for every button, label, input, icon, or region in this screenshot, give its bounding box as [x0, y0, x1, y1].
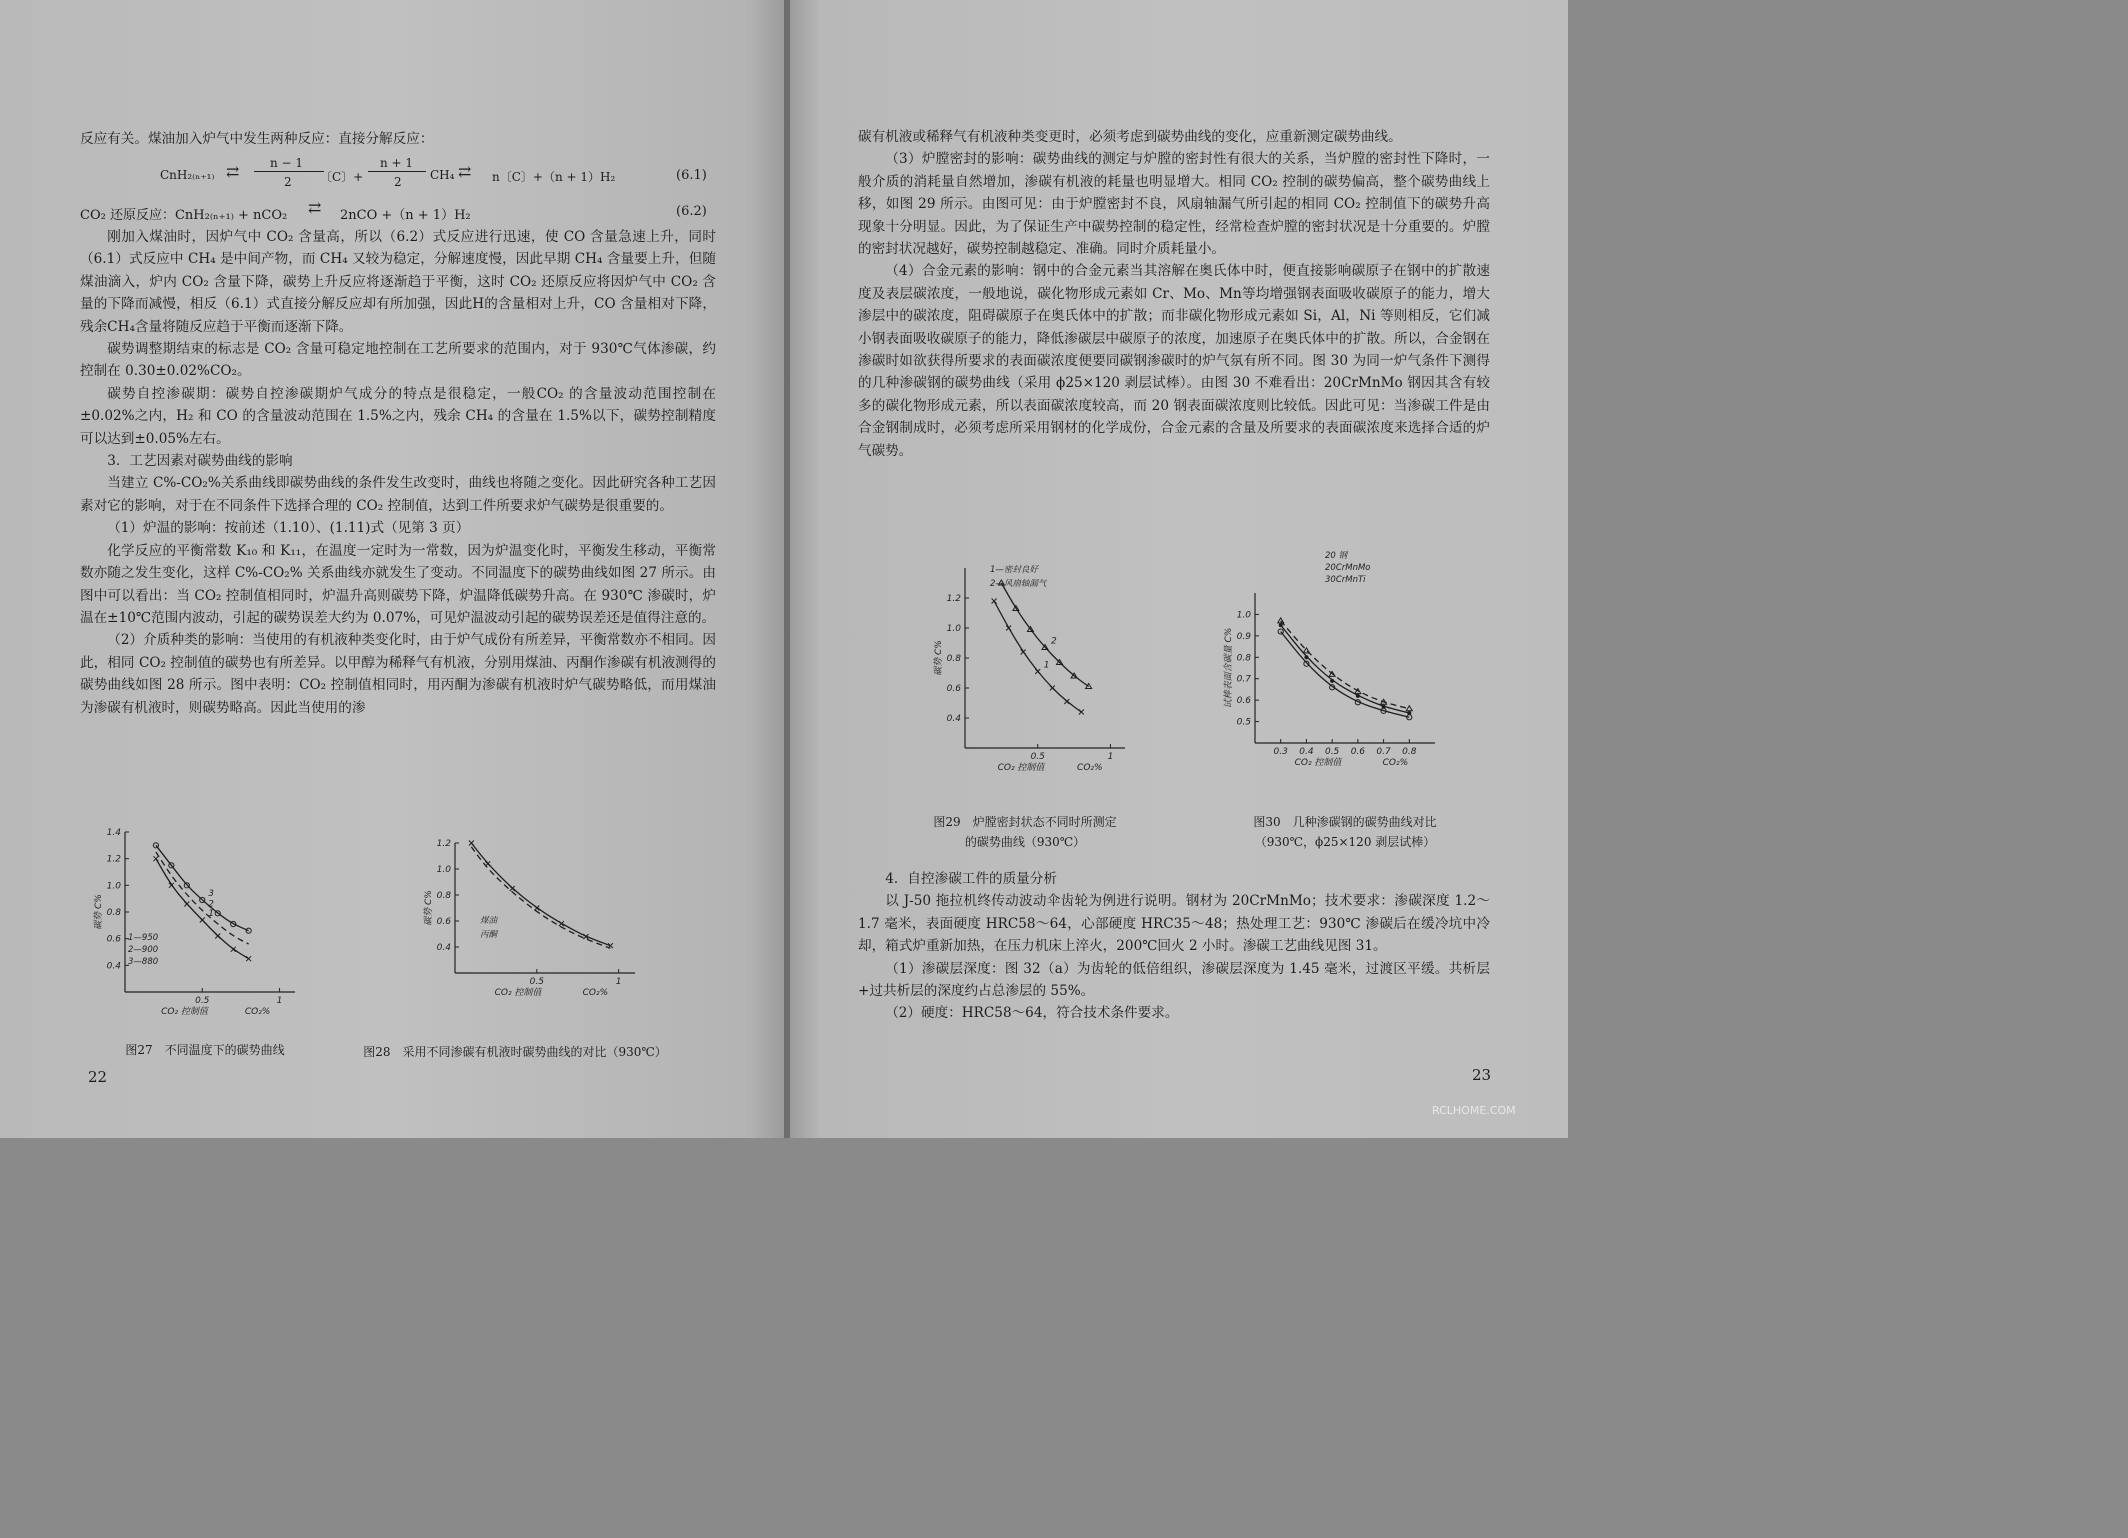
legend-entry: 丙酮: [480, 930, 498, 940]
equilibrium-arrow: ⇄: [458, 162, 472, 181]
x-tick-label: 1: [276, 996, 283, 1006]
intro-line: 反应有关。煤油加入炉气中发生两种反应：直接分解反应：: [80, 131, 434, 147]
y-tick-label: 0.8: [946, 654, 961, 664]
x-tick-label: 0.5: [195, 996, 210, 1006]
eq1-methane: CH₄: [430, 168, 455, 182]
y-tick-label: 1.2: [436, 839, 451, 849]
data-point: [1304, 655, 1308, 659]
equation-number: (6.2): [676, 204, 707, 219]
y-tick-label: 1.0: [106, 881, 121, 892]
figure-27-caption: 图27 不同温度下的碳势曲线: [125, 1043, 285, 1057]
legend-entry: 2—风扇轴漏气: [990, 579, 1047, 589]
x-tick-label: 0.6: [1350, 747, 1366, 757]
legend-entry: 20 钢: [1325, 551, 1348, 561]
eq1-frac1-den: 2: [284, 175, 292, 189]
y-axis-label: 试棒表面含碳量 C%: [1224, 627, 1234, 709]
y-tick-label: 0.7: [1236, 674, 1251, 685]
curve-label: 1: [208, 909, 215, 919]
legend-entry: 1—密封良好: [990, 565, 1038, 575]
legend-entry: 20CrMnMo: [1325, 563, 1371, 573]
eq1-frac2-num: n + 1: [380, 156, 414, 170]
eq1-frac2-den: 2: [394, 175, 402, 189]
right-body-top: [858, 126, 1490, 462]
eq1-products: n〔C〕+（n + 1）H₂: [492, 170, 616, 184]
data-point: [1407, 711, 1411, 715]
paragraph: （3）炉膛密封的影响：碳势曲线的测定与炉膛的密封性有很大的关系，当炉膛的密封性下降时，一般介质的消耗量自然增加，渗碳有机液的耗量也明显增大。相同 CO₂ 控制的碳势偏高，整个碳势曲线上移，如图 29 所示。由图可见：由于炉膛密封不良，风扇轴漏气所引起的相同 CO₂ 控制值下的碳势升高现象十分明显。因此，为了保证生产中碳势控制的稳定性，经常检查炉膛的密封状况是十分重要的。炉膛的密封状况越好，碳势控制越稳定、准确。同时介质耗量小。: [858, 151, 1490, 258]
y-axis-label: 碳势 C%: [94, 894, 104, 930]
paragraph: 当建立 C%-CO₂%关系曲线即碳势曲线的条件发生改变时，曲线也将随之变化。因此研究各种工艺因素对它的影响，对于在不同条件下选择合理的 CO₂ 控制值，达到工件所要求炉气碳势是很重要的。: [80, 475, 716, 514]
series-line-3: [1281, 625, 1410, 713]
series-line-1: [994, 601, 1081, 712]
x-tick-label: 0.8: [1402, 747, 1417, 757]
data-point: [510, 886, 515, 891]
equation-number: (6.1): [676, 168, 707, 183]
data-point: [1382, 705, 1386, 709]
watermark: RCLHOME.COM: [1432, 1104, 1516, 1117]
x-axis-label: CO₂%: [1382, 758, 1409, 768]
data-point: [992, 599, 997, 604]
caption-line: （930℃，ϕ25×120 剥层试棒）: [1254, 835, 1436, 849]
figure-29-caption: [900, 812, 1150, 852]
y-tick-label: 1.0: [946, 624, 961, 634]
series-line-3: [156, 845, 249, 930]
caption-line: 的碳势曲线（930℃）: [964, 835, 1086, 849]
y-tick-label: 0.9: [1236, 631, 1251, 642]
y-axis-label: 碳势 C%: [424, 890, 434, 926]
equilibrium-arrow: ⇄: [308, 198, 322, 217]
y-tick-label: 1.2: [106, 854, 121, 865]
y-tick-label: 0.6: [1236, 696, 1251, 707]
data-point: [1006, 626, 1011, 631]
frac-line: [254, 171, 324, 172]
data-point: [1279, 623, 1283, 627]
paragraph: （4）合金元素的影响：钢中的合金元素当其溶解在奥氏体中时，便直接影响碳原子在钢中的扩散速度及表层碳浓度，一般地说，碳化物形成元素如 Cr、Mo、Mn等均增强钢表面吸收碳原子的能力，增大渗层中的碳浓度，阻碍碳原子在奥氏体中的扩散；而非碳化物形成元素如 Si，Al，Ni 等则相反，它们减小钢表面吸收碳原子的能力，降低渗碳层中碳原子的浓度，加速原子在奥氏体中的扩散。所以，合金钢在渗碳时如欲获得所要求的表面碳浓度便要同碳钢渗碳时的炉气氛有所不同。图 30 为同一炉气条件下测得的几种渗碳钢的碳势曲线（采用 ϕ25×120 剥层试棒）。由图 30 不难看出：20CrMnMo 钢因其含有较多的碳化物形成元素，所以表面碳浓度较高，而 20 钢表面碳浓度则比较低。因此可见：当渗碳工件是由合金钢制成时，必须考虑所采用钢材的化学成份，合金元素的含量及所要求的表面碳浓度来选择合适的炉气碳势。: [858, 263, 1490, 459]
left-page: [0, 0, 786, 1138]
right-page: [790, 0, 1568, 1138]
y-tick-label: 0.8: [436, 891, 451, 901]
y-tick-label: 0.6: [436, 917, 451, 927]
section-heading: 3．工艺因素对碳势曲线的影响: [107, 453, 293, 470]
paragraph: 碳势调整期结束的标志是 CO₂ 含量可稳定地控制在工艺所要求的范围内，对于 930℃气体渗碳，约控制在 0.30±0.02%CO₂。: [80, 341, 716, 380]
paragraph: （2）硬度：HRC58～64，符合技术条件要求。: [885, 1005, 1179, 1022]
x-tick-label: 1: [615, 977, 622, 987]
paragraph: 碳势自控渗碳期：碳势自控渗碳期炉气成分的特点是很稳定，一般CO₂ 的含量波动范围控制在±0.02%之内，H₂ 和 CO 的含量波动范围在 1.5%之内，残余 CH₄ 的含量在 1.5%以下，碳势控制精度可以达到±0.05%左右。: [80, 385, 716, 447]
paragraph: （2）介质种类的影响：当使用的有机液种类变化时，由于炉气成份有所差异，平衡常数亦不相同。因此，相同 CO₂ 控制值的碳势也有所差异。以甲醇为稀释气有机液，分别用煤油、丙酮作渗碳有机液测得的碳势曲线如图 28 所示。图中表明：CO₂ 控制值相同时，用丙酮为渗碳有机液时炉气碳势略低，而用煤油为渗碳有机液时，则碳势略高。因此当使用的渗: [80, 632, 716, 716]
y-tick-label: 0.4: [106, 961, 121, 972]
figure-27-chart: [90, 822, 310, 1027]
data-point: [1330, 679, 1334, 683]
data-point: [1356, 694, 1360, 698]
caption-line: 图29 炉膛密封状态不同时所测定: [933, 815, 1117, 829]
data-point: [1406, 706, 1412, 711]
right-body-bottom: [858, 868, 1490, 1025]
legend-entry: 1—950: [128, 933, 159, 943]
eq2-lhs: CO₂ 还原反应：CnH₂₍ₙ₊₁₎ + nCO₂: [80, 208, 288, 223]
legend-entry: 3—880: [128, 957, 159, 967]
data-point: [1303, 648, 1309, 653]
paragraph: 以 J-50 拖拉机终传动波动伞齿轮为例进行说明。钢材为 20CrMnMo；技术要求：渗碳深度 1.2～1.7 毫米，表面硬度 HRC58～64，心部硬度 HRC35～48；热处理工艺：930℃ 渗碳后在缓冷坑中冷却，箱式炉重新加热，在压力机床上淬火，200℃回火 2 小时。渗碳工艺曲线见图 31。: [858, 893, 1490, 955]
x-axis-sublabel: CO₂ 控制值: [494, 988, 542, 998]
page-number: 23: [1472, 1066, 1492, 1084]
y-tick-label: 1.2: [946, 594, 961, 604]
y-tick-label: 1.0: [1236, 610, 1251, 621]
curve-label: 3: [208, 889, 215, 899]
y-tick-label: 0.4: [946, 714, 961, 724]
data-point: [184, 902, 189, 907]
series-line-2: [1001, 583, 1088, 687]
x-axis-sublabel: CO₂ 控制值: [1294, 758, 1342, 768]
y-tick-label: 0.6: [946, 684, 961, 694]
figure-30-caption: [1220, 812, 1470, 852]
series-line-2: [156, 852, 249, 944]
data-point: [1079, 710, 1084, 715]
data-point: [246, 956, 251, 961]
x-tick-label: 0.3: [1273, 747, 1288, 757]
data-point: [1050, 686, 1055, 691]
paragraph: （1）渗碳层深度：图 32（a）为齿轮的低倍组织，渗碳层深度为 1.45 毫米，过渡区平缓。共析层+过共析层的深度约占总渗层的 55%。: [858, 960, 1490, 1000]
figure-30-chart: [1210, 548, 1450, 798]
data-point: [1064, 699, 1069, 704]
y-tick-label: 0.8: [1236, 653, 1251, 664]
eq1-reactant: CnH₂₍ₙ₊₁₎: [160, 168, 215, 182]
x-tick-label: 1: [1107, 752, 1114, 762]
y-axis-label: 碳势 C%: [934, 640, 944, 676]
x-axis-sublabel: CO₂ 控制值: [161, 1007, 208, 1017]
x-axis-label: CO₂%: [244, 1007, 271, 1017]
data-point: [1021, 650, 1026, 655]
frac-line: [368, 171, 426, 172]
x-tick-label: 0.4: [1299, 747, 1314, 757]
figure-28-chart: [420, 835, 650, 1005]
x-tick-label: 0.5: [1324, 747, 1340, 757]
y-tick-label: 0.8: [106, 908, 121, 918]
eq2-rhs: 2nCO +（n + 1）H₂: [340, 208, 471, 223]
y-tick-label: 0.6: [106, 934, 121, 945]
x-tick-label: 0.5: [529, 977, 544, 987]
data-point: [215, 934, 220, 939]
y-tick-label: 0.5: [1236, 717, 1251, 728]
y-tick-label: 0.4: [436, 943, 451, 953]
figure-28-caption: 图28 采用不同渗碳有机液时碳势曲线的对比（930℃）: [363, 1045, 667, 1059]
paragraph: 化学反应的平衡常数 K₁₀ 和 K₁₁，在温度一定时为一常数，因为炉温变化时，平衡发生移动，平衡常数亦随之发生变化，这样 C%-CO₂% 关系曲线亦就发生了变动。不同温度下的碳势曲线如图 27 所示。由图中可以看出：当 CO₂ 控制值相同时，炉温升高则碳势下降，炉温降低碳势升高。在 930℃ 渗碳时，炉温在±10℃范围内波动，引起的碳势误差大约为 0.07%，可见炉温波动引起的碳势误差还是值得注意的。: [80, 542, 716, 626]
paragraph: 碳有机液或稀释气有机液种类变更时，必须考虑到碳势曲线的变化，应重新测定碳势曲线。: [858, 129, 1402, 145]
y-tick-label: 1.4: [106, 828, 121, 838]
data-point: [1278, 618, 1284, 623]
x-axis-label: CO₂%: [582, 988, 609, 998]
x-axis-sublabel: CO₂ 控制值: [997, 763, 1045, 773]
series-line-1: [1281, 632, 1410, 718]
paragraph: （1）炉温的影响：按前述（1.10）、(1.11)式（见第 3 页）: [107, 520, 470, 537]
legend-entry: 30CrMnTi: [1325, 575, 1366, 585]
data-point: [469, 841, 474, 846]
data-point: [200, 918, 205, 923]
legend-entry: 2—900: [128, 945, 159, 955]
data-point: [153, 856, 158, 861]
equilibrium-arrow: ⇄: [226, 162, 240, 181]
caption-line: 图30 几种渗碳钢的碳势曲线对比: [1253, 815, 1437, 829]
paragraph: 刚加入煤油时，因炉气中 CO₂ 含量高，所以（6.2）式反应进行迅速，使 CO 含量急速上升，同时（6.1）式反应中 CH₄ 是中间产物，而 CH₄ 又较为稳定，分解速度慢，因此早期 CH₄ 含量要上升，但随煤油滴入，炉内 CO₂ 含量下降，碳势上升反应将逐渐趋于平衡，这时 CO₂ 还原反应将因炉气中 CO₂ 含量的下降而减慢，相反（6.1）式直接分解反应却有所加强，因此H的含量相对上升，CO 含量相对下降，残余CH₄含量将随反应趋于平衡而逐渐下降。: [80, 229, 716, 335]
eq1-frac1-num: n − 1: [270, 156, 304, 170]
curve-label: 2: [208, 899, 215, 910]
figure-29-chart: [930, 560, 1140, 800]
curve-label: 1: [1043, 660, 1050, 671]
curve-label: 2: [1051, 636, 1057, 647]
x-tick-label: 0.7: [1376, 747, 1391, 757]
data-point: [1035, 669, 1040, 674]
x-tick-label: 0.5: [1030, 752, 1045, 762]
page-number: 22: [88, 1068, 108, 1086]
legend-entry: 煤油: [480, 916, 498, 926]
left-body: [80, 226, 716, 719]
x-axis-label: CO₂%: [1077, 763, 1103, 773]
section-heading: 4．自控渗碳工件的质量分析: [885, 871, 1057, 887]
eq1-carbon: 〔C〕+: [320, 170, 364, 184]
y-tick-label: 1.0: [436, 865, 451, 875]
